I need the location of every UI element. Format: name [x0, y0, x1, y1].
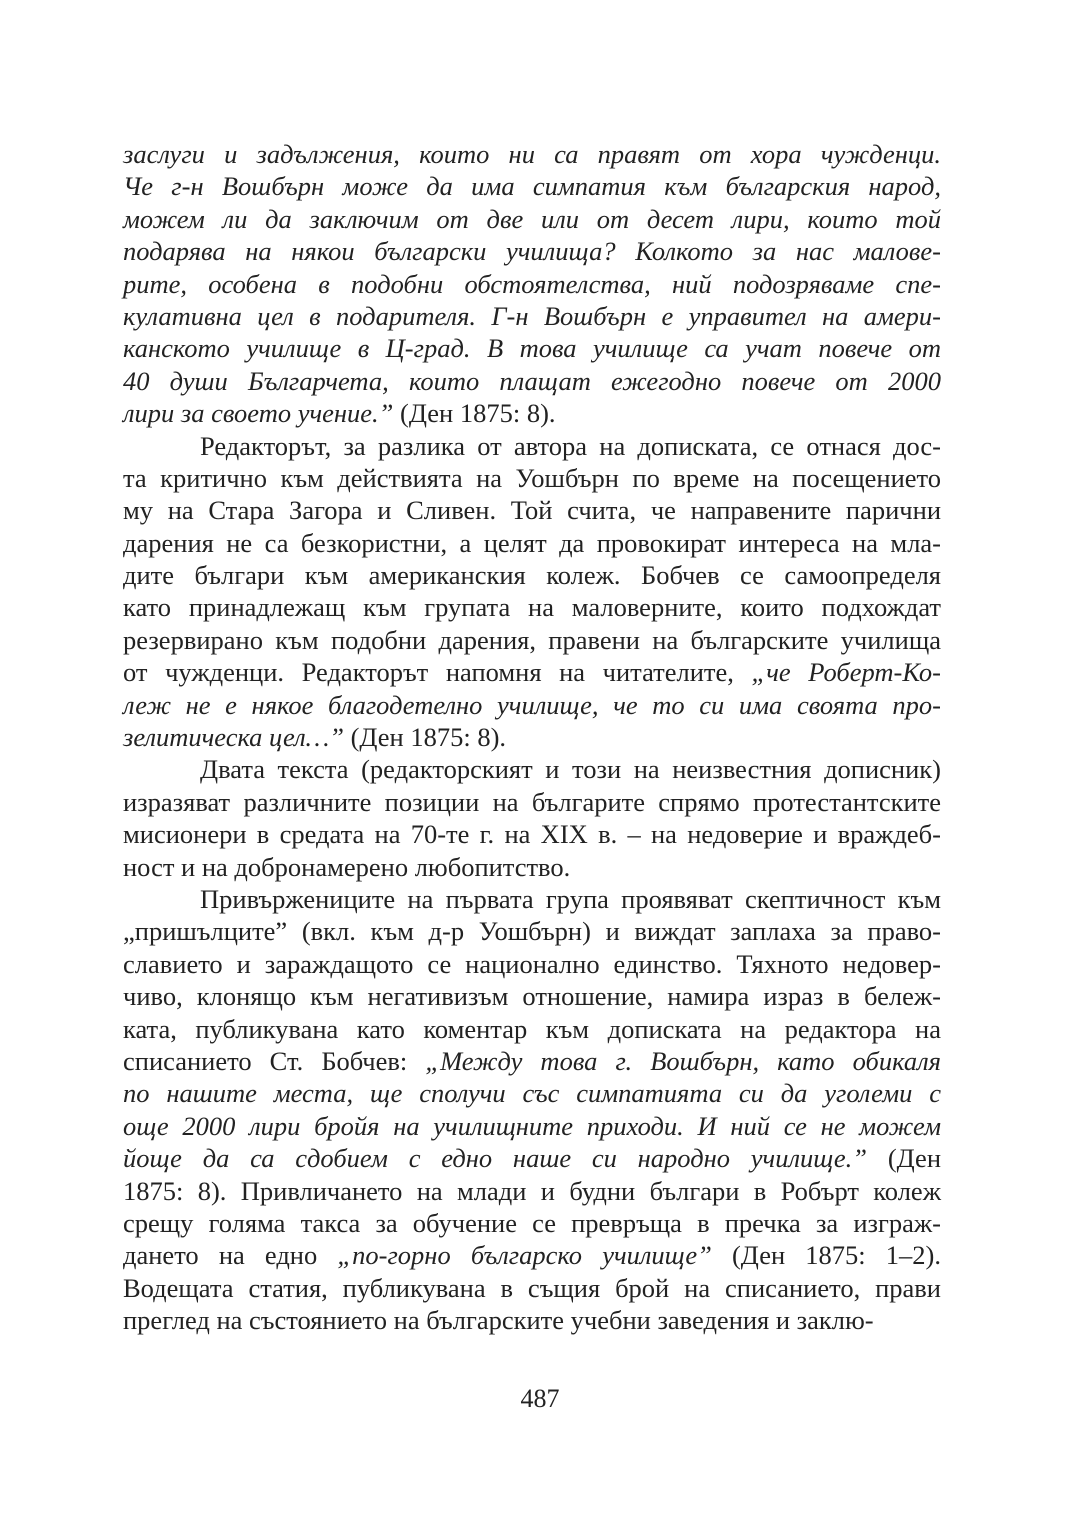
quote-text: подарява на някои български училища? Колкото за нас малове-: [123, 236, 941, 267]
text-line: [123, 591, 941, 623]
text-line: [123, 1239, 941, 1271]
quote-text: кулативна цел в подарителя. Г-н Вошбърн е управител на амери-: [123, 300, 941, 331]
text-line: [123, 203, 941, 235]
text-line: [123, 624, 941, 656]
body-text-run: му на Стара Загора и Сливен. Той счита, че направените парични: [123, 495, 941, 526]
body-text-run: ката, публикувана като коментар към дописката на редактора на: [123, 1013, 941, 1044]
body-text-run: дарения не са безкористни, а целят да провокират интереса на мла-: [123, 527, 941, 558]
text-line: [123, 1207, 941, 1239]
text-line: [123, 332, 941, 364]
body-text-run: резервирано към подобни дарения, правени на българските училища: [123, 624, 941, 655]
quote-text: 40 души Българчета, които плащат ежегодно повече от 2000: [123, 365, 941, 396]
body-text-run: изразяват различните позиции на българите спрямо протестантските: [123, 786, 941, 817]
text-line: [123, 948, 941, 980]
quote-text: йоще да са сдобием с едно наше си народно училище.”: [123, 1143, 888, 1174]
body-text-run: (Ден 1875: 8).: [400, 398, 556, 429]
text-line: [123, 365, 941, 397]
text-line: [123, 527, 941, 559]
text-line: [123, 1142, 941, 1174]
body-text-run: (Ден: [887, 1143, 941, 1174]
text-line: [123, 1304, 941, 1336]
text-line: [123, 1045, 941, 1077]
body-text-run: славието и зараждащото се национално единство. Тяхното недовер-: [123, 948, 941, 979]
text-line: [123, 1272, 941, 1304]
body-text-run: като принадлежащ към групата на маловерните, които подхождат: [123, 592, 941, 623]
text-line: [123, 656, 941, 688]
quote-text: леж не е някое благодетелно училище, че то си има своята про-: [123, 689, 941, 720]
body-text-run: та критично към действията на Уошбърн по време на посещението: [123, 462, 941, 493]
body-text-run: (Ден 1875: 8).: [350, 722, 507, 753]
text-line: [123, 462, 941, 494]
body-text-run: Водещата статия, публикувана в същия брой на списанието, прави: [123, 1272, 941, 1303]
text-line: [123, 430, 941, 462]
text-line: [123, 851, 941, 883]
body-text-run: ност и на добронамерено любопитство.: [123, 851, 571, 882]
body-text-run: Двата текста (редакторският и този на неизвестния дописник): [200, 754, 941, 785]
text-line: [123, 689, 941, 721]
quote-text: Че г-н Вошбърн може да има симпатия към българския народ,: [123, 171, 941, 202]
body-text-run: списанието Ст. Бобчев:: [123, 1045, 426, 1076]
text-line: [123, 1110, 941, 1142]
text-line: [123, 818, 941, 850]
text-line: [123, 980, 941, 1012]
body-text-run: 1875: 8). Привличането на млади и будни българи в Робърт колеж: [123, 1175, 941, 1206]
text-line: [123, 1077, 941, 1109]
quote-text: канското училище в Ц-град. В това училище са учат повече от: [123, 333, 941, 364]
quote-text: още 2000 лири бройя на училищните приходи. И ний се не можем: [123, 1110, 941, 1141]
quote-text: можем ли да заключим от две или от десет лири, които той: [123, 203, 941, 234]
body-text-run: (Ден 1875: 1–2).: [731, 1240, 941, 1271]
quote-text: „по-горно българско училище”: [337, 1240, 732, 1271]
body-text-run: Привържениците на първата група проявяват скептичност към: [200, 883, 941, 914]
text-line: [123, 1175, 941, 1207]
text-line: [123, 170, 941, 202]
quote-text: „Между това г. Вошбърн, като обикаля: [425, 1045, 941, 1076]
text-line: [123, 1013, 941, 1045]
text-line: [123, 300, 941, 332]
body-text-run: от чужденци. Редакторът напомня на читателите,: [123, 657, 752, 688]
quote-text: зелитическа цел…”: [123, 722, 351, 753]
body-text-run: „пришълците” (вкл. към д-р Уошбърн) и виждат заплаха за право-: [123, 916, 941, 947]
text-line: [123, 397, 941, 429]
text-line: [123, 786, 941, 818]
quote-text: заслуги и задължения, които ни са правят от хора чужденци.: [123, 139, 941, 169]
body-text-run: Редакторът, за разлика от автора на дописката, се отнася дос-: [200, 430, 941, 461]
body-text-run: преглед на състоянието на българските учебни заведения и заклю-: [123, 1305, 874, 1336]
page-number: 487: [520, 1384, 560, 1413]
body-text-run: чиво, клонящо към негативизъм отношение, намира израз в бележ-: [123, 981, 941, 1012]
quote-text: лири за своето учение.”: [123, 398, 401, 429]
quote-text: рите, особена в подобни обстоятелства, ний подозряваме спе-: [123, 268, 941, 299]
body-text: [123, 138, 941, 1336]
text-line: [123, 268, 941, 300]
quote-text: по нашите места, ще сполучи със симпатията си да уголеми с: [123, 1078, 941, 1109]
body-text-run: мисионери в средата на 70-те г. на XIX в. – на недоверие и враждеб-: [123, 819, 941, 850]
text-line: [123, 915, 941, 947]
text-line: [123, 753, 941, 785]
text-line: [123, 138, 941, 170]
body-text-run: дането на едно: [123, 1240, 338, 1271]
quote-text: „че Роберт-Ко-: [751, 657, 941, 688]
text-line: [123, 235, 941, 267]
body-text-run: срещу голяма такса за обучение се превръща в пречка за изграж-: [123, 1207, 941, 1238]
text-line: [123, 559, 941, 591]
text-line: [123, 883, 941, 915]
text-line: [123, 721, 941, 753]
text-line: [123, 494, 941, 526]
body-text-run: дите българи към американския колеж. Бобчев се самоопределя: [123, 560, 941, 591]
